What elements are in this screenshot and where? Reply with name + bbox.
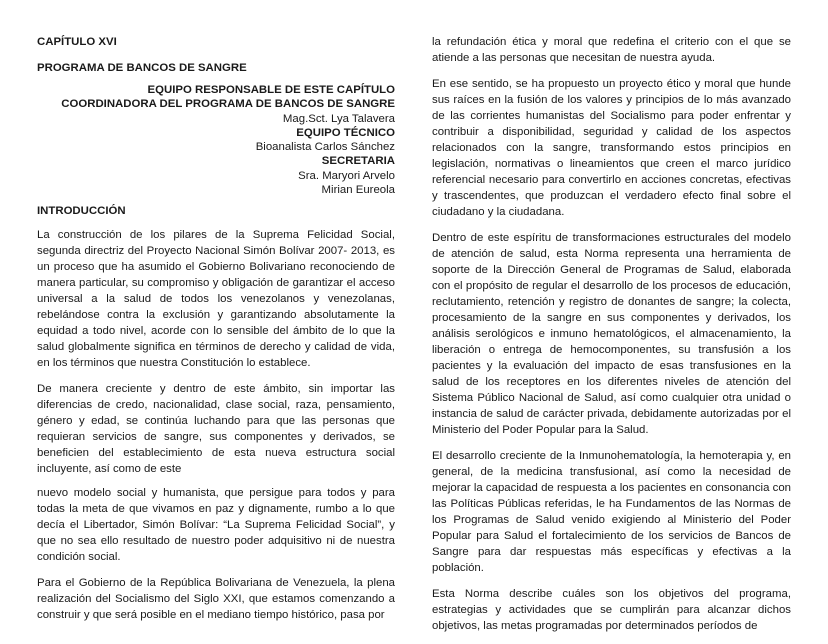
team-title: EQUIPO RESPONSABLE DE ESTE CAPÍTULO: [147, 84, 395, 96]
responsible-team-block: [37, 83, 395, 197]
technical-team-title: EQUIPO TÉCNICO: [296, 126, 395, 139]
paragraph: Dentro de este espíritu de transformaciones estructurales del modelo de atención de salud, esta Norma representa una herramienta de soporte de la Dirección General de Programas de Salud, elaborada con el propósito de regular el desarrollo de los procesos de educación, reclutamiento, retención y registro de donantes de sangre; la colecta, procesamiento de la sangre en sus componentes y derivados, los análisis serológicos e inmuno hematológicos, el almacenamiento, la liberación o entrega de hemocomponentes, su transfusión a los pacientes y la evaluación del impacto de esas transfusiones en la salud de los receptores en los diferentes niveles de atención del Sistema Público Nacional de Salud, así como cualquier otra unidad o instancia de salud de carácter privada, debidamente autorizadas por el Ministerio del Poder Popular para la Salud.: [432, 232, 791, 436]
paragraph: La construcción de los pilares de la Suprema Felicidad Social, segunda directriz del Proyecto Nacional Simón Bolívar 2007- 2013, es un proceso que ha asumido el Gobierno Bolivariano reconociendo de manera particular, su compromiso y obligación de garantizar el acceso universal a la salud de todos los venezolanos y venezolanas, rebelándose contra la exclusión y garantizando absolutamente la equidad a todo nivel, acorde con lo sensible del ámbito de lo que la salud globalmente significa en términos de derecho y calidad de vida, en los términos que nuestra Constitución lo establece.: [37, 229, 395, 370]
program-heading: PROGRAMA DE BANCOS DE SANGRE: [37, 62, 247, 74]
left-column: [37, 34, 395, 633]
chapter-heading: CAPÍTULO XVI: [37, 36, 117, 48]
secretary-member-1: Sra. Maryori Arvelo: [298, 169, 395, 182]
technical-team-member: Bioanalista Carlos Sánchez: [255, 141, 395, 154]
paragraph: la refundación ética y moral que redefina el criterio con el que se atiende a las personas que necesitan de nuestra ayuda.: [432, 36, 791, 64]
paragraph: Para el Gobierno de la República Bolivariana de Venezuela, la plena realización del Socialismo del Siglo XXI, que estamos comenzando a construir y que será posible en el mediano tiempo histórico, pasa por: [37, 577, 395, 622]
paragraph: En ese sentido, se ha propuesto un proyecto ético y moral que hunde sus raíces en la fusión de los valores y principios de lo más avanzado de las corrientes humanistas del Socialismo para poder enfrentar y contribuir a disponibilidad, seguridad y calidad de los aspectos relacionados con la sangre, transformando estos principios en legislación, normativas o lineamientos que creen el marco jurídico referencial necesario para convertirlo en acciones concretas, efectivas y trascendentes, que produzcan el verdadero efecto final sobre el ciudadano y la ciudadana.: [432, 78, 791, 218]
secretary-member-2: Mirian Eureola: [321, 184, 395, 197]
introduction-heading: INTRODUCCIÓN: [37, 205, 126, 218]
coordinator-title: COORDINADORA DEL PROGRAMA DE BANCOS DE SANGRE: [61, 98, 395, 111]
paragraph: nuevo modelo social y humanista, que persigue para todos y para todas la meta de que vivamos en paz y dignamente, rumbo a lo que decía el Libertador, Simón Bolívar: “La Suprema Felicidad Social”, y que no sea ello resultado de nuestro poder adquisitivo ni de nuestra condición social.: [37, 487, 395, 564]
paragraph: El desarrollo creciente de la Inmunohematología, la hemoterapia y, en general, de la medicina transfusional, así como la necesidad de mejorar la capacidad de respuesta a los pacientes en consonancia con las Políticas Públicas referidas, le ha Fundamentos de las Normas de los Programas de Salud venido exigiendo al Ministerio del Poder Popular para Salud el fortalecimiento de los servicios de Bancos de Sangre para dar respuestas más específicas y efectivas a la población.: [432, 450, 791, 574]
right-column: [432, 34, 791, 644]
coordinator-name: Mag.Sct. Lya Talavera: [282, 112, 395, 125]
paragraph: De manera creciente y dentro de este ámbito, sin importar las diferencias de credo, nacionalidad, clase social, raza, pensamiento, género y edad, se continúa luchando para que las personas que requieran servicios de sangre, sus componentes y derivados, se beneficien del establecimiento de esta nueva estructura social incluyente, así como de este: [37, 383, 395, 476]
secretary-title: SECRETARIA: [321, 155, 395, 168]
paragraph: Esta Norma describe cuáles son los objetivos del programa, estrategias y actividades que se cumplirán para alcanzar dichos objetivos, las metas programadas por determinados períodos de: [432, 588, 791, 632]
